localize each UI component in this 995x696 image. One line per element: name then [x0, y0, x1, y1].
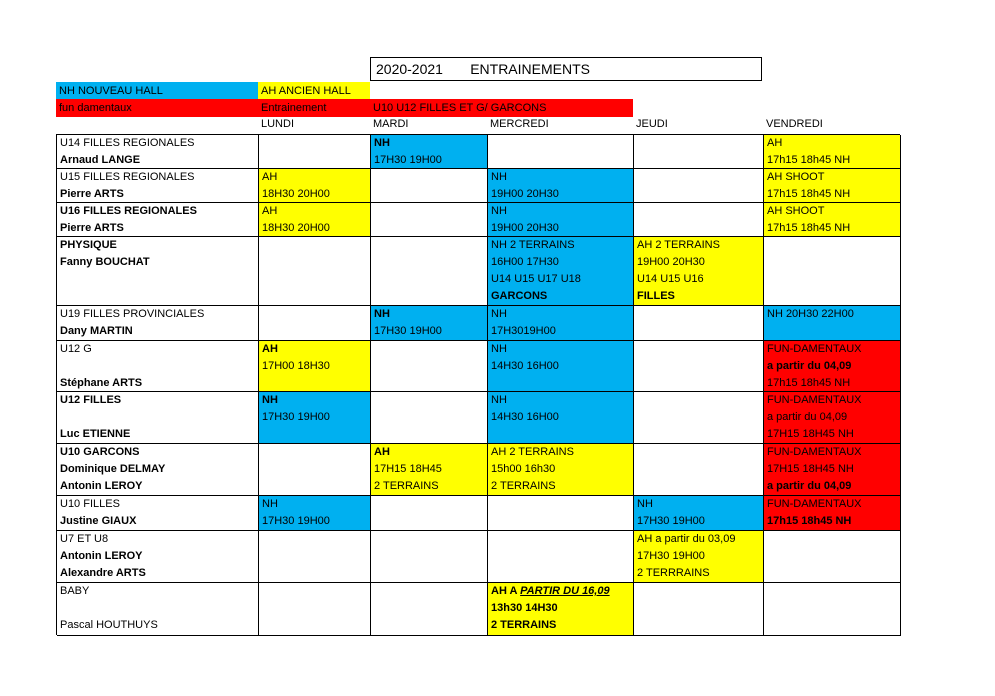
session-cell-vendredi [764, 237, 901, 306]
cell-line [60, 461, 165, 478]
cell-line [491, 186, 559, 203]
session-cell-lundi [259, 583, 371, 636]
cell-text: 17H30 19H00 [637, 515, 705, 527]
cell-line [491, 600, 558, 617]
team-cell [57, 496, 259, 531]
cell-line [767, 461, 854, 478]
cell-line [60, 531, 108, 548]
cell-line [60, 565, 146, 582]
session-cell-lundi [259, 392, 371, 444]
session-cell-mercredi [488, 135, 634, 169]
cell-text: AH [262, 343, 278, 355]
cell-text: AH A [491, 585, 521, 597]
cell-text: a partir du 04,09 [767, 360, 852, 372]
cell-text: AH [262, 205, 278, 217]
cell-line [767, 306, 854, 323]
session-cell-lundi [259, 237, 371, 306]
session-cell-mercredi [488, 392, 634, 444]
cell-line [262, 203, 277, 220]
cell-text: U10 FILLES [60, 498, 120, 510]
schedule-grid [56, 134, 900, 635]
cell-line [491, 409, 559, 426]
cell-text: 17h15 18h45 NH [767, 222, 851, 234]
cell-line [491, 237, 575, 254]
session-cell-jeudi [634, 531, 764, 583]
cell-line [262, 169, 277, 186]
cell-line [60, 169, 195, 186]
session-cell-mardi [371, 392, 488, 444]
cell-line [262, 186, 330, 203]
session-cell-lundi [259, 135, 371, 169]
cell-line [491, 478, 556, 495]
cell-line [60, 513, 136, 530]
cell-line [767, 444, 862, 461]
cell-text: Arnaud LANGE [60, 154, 141, 166]
cell-text: 17H30 19H00 [374, 325, 442, 337]
cell-text: NH [637, 498, 653, 510]
cell-text: U14 U15 U17 U18 [491, 273, 581, 285]
cell-text: FILLES [637, 290, 675, 302]
cell-text: Antonin LEROY [60, 480, 143, 492]
cell-line [491, 341, 507, 358]
cell-line [374, 323, 442, 340]
session-cell-jeudi [634, 237, 764, 306]
cell-text: 14H30 16H00 [491, 411, 559, 423]
cell-text: 2 TERRAINS [374, 480, 439, 492]
cell-line [262, 220, 330, 237]
cell-line [637, 288, 675, 305]
session-cell-jeudi [634, 496, 764, 531]
session-cell-mercredi [488, 237, 634, 306]
cell-line [374, 135, 390, 152]
cell-line [262, 513, 330, 530]
cell-text: Alexandre ARTS [60, 567, 146, 579]
cell-text: Stéphane ARTS [60, 377, 143, 389]
cell-line [60, 478, 143, 495]
cell-text: U14 U15 U16 [637, 273, 704, 285]
cell-text: AH a partir du 03,09 [637, 533, 736, 545]
cell-text: U10 GARCONS [60, 446, 140, 458]
cell-text: FUN-DAMENTAUX [767, 498, 862, 510]
day-header-jeudi: JEUDI [636, 118, 668, 130]
session-cell-jeudi [634, 135, 764, 169]
cell-line [60, 152, 140, 169]
cell-line [767, 135, 782, 152]
cell-line [60, 444, 139, 461]
cell-text: NH [491, 205, 507, 217]
session-cell-mardi [371, 237, 488, 306]
team-cell [57, 392, 259, 444]
cell-line [767, 426, 854, 443]
team-cell [57, 169, 259, 203]
cell-text: 17h15 18h45 NH [767, 515, 852, 527]
cell-text: U16 FILLES REGIONALES [60, 205, 197, 217]
cell-text: 17H15 18H45 NH [767, 428, 854, 440]
session-cell-lundi [259, 341, 371, 392]
session-cell-mercredi [488, 169, 634, 203]
cell-text: FUN-DAMENTAUX [767, 394, 862, 406]
session-cell-mercredi [488, 306, 634, 341]
session-cell-jeudi [634, 392, 764, 444]
legend-fun: fun damentaux [56, 99, 258, 117]
cell-line [60, 135, 195, 152]
session-cell-mardi [371, 169, 488, 203]
session-cell-vendredi [764, 169, 901, 203]
cell-text: U19 FILLES PROVINCIALES [60, 308, 205, 320]
cell-text: U12 G [60, 343, 92, 355]
session-cell-vendredi [764, 306, 901, 341]
day-header-mardi: MARDI [373, 118, 409, 130]
cell-line [262, 341, 278, 358]
cell-text: NH [262, 498, 278, 510]
cell-text: AH [262, 171, 278, 183]
cell-line [491, 220, 559, 237]
cell-line [60, 203, 197, 220]
cell-line [60, 392, 121, 409]
cell-text: NH 2 TERRAINS [491, 239, 575, 251]
cell-line [637, 496, 653, 513]
session-cell-mardi [371, 496, 488, 531]
title-season: 2020-2021 [376, 61, 443, 77]
cell-text-emphasis: PARTIR DU 16,09 [520, 585, 610, 597]
cell-line [767, 169, 824, 186]
session-cell-mardi [371, 341, 488, 392]
cell-text: 2 TERRAINS [491, 480, 556, 492]
cell-line [767, 220, 850, 237]
cell-line [374, 152, 442, 169]
session-cell-jeudi [634, 203, 764, 237]
team-cell [57, 444, 259, 496]
team-cell [57, 531, 259, 583]
session-cell-mercredi [488, 496, 634, 531]
session-cell-mercredi [488, 341, 634, 392]
cell-text: AH [374, 446, 390, 458]
cell-text: 2 TERRRAINS [637, 567, 710, 579]
cell-line [767, 496, 862, 513]
cell-text: 19H00 20H30 [491, 188, 559, 200]
session-cell-vendredi [764, 496, 901, 531]
team-cell [57, 237, 259, 306]
title-box [370, 57, 762, 81]
legend-ah: AH ANCIEN HALL [258, 82, 370, 100]
cell-text: AH 2 TERRAINS [637, 239, 720, 251]
cell-line [767, 358, 851, 375]
cell-text: NH [374, 137, 390, 149]
cell-line [767, 152, 850, 169]
day-header-vendredi: VENDREDI [766, 118, 823, 130]
cell-line [491, 271, 581, 288]
cell-line [60, 220, 124, 237]
cell-line [60, 426, 130, 443]
cell-text: 17h15 18h45 NH [767, 188, 851, 200]
session-cell-lundi [259, 531, 371, 583]
cell-text: NH [491, 343, 507, 355]
session-cell-jeudi [634, 306, 764, 341]
cell-text: U7 ET U8 [60, 533, 109, 545]
cell-line [491, 323, 556, 340]
cell-text: 13h30 14H30 [491, 602, 558, 614]
cell-text: U12 FILLES [60, 394, 122, 406]
day-header-mercredi: MERCREDI [490, 118, 549, 130]
cell-line [491, 617, 556, 634]
cell-text: Pierre ARTS [60, 188, 124, 200]
session-cell-jeudi [634, 169, 764, 203]
cell-text: NH [491, 394, 507, 406]
cell-line [767, 186, 850, 203]
cell-text: U15 FILLES REGIONALES [60, 171, 195, 183]
cell-line [491, 203, 507, 220]
cell-text: 17H15 18H45 NH [767, 463, 854, 475]
cell-text: 17H00 18H30 [262, 360, 330, 372]
cell-line [60, 375, 142, 392]
cell-line [60, 583, 89, 600]
session-cell-vendredi [764, 392, 901, 444]
cell-line [767, 513, 851, 530]
cell-line [767, 392, 862, 409]
cell-text: AH SHOOT [767, 171, 825, 183]
cell-line [60, 237, 117, 254]
cell-line [767, 409, 847, 426]
cell-line [491, 358, 559, 375]
cell-text: 18H30 20H00 [262, 188, 330, 200]
legend-nh: NH NOUVEAU HALL [56, 82, 258, 100]
cell-text: 17H30 19H00 [637, 550, 705, 562]
cell-text: NH [262, 394, 278, 406]
cell-line [491, 444, 574, 461]
cell-text: AH SHOOT [767, 205, 825, 217]
cell-text: 17H30 19H00 [262, 411, 330, 423]
legend-entrainement: Entrainement [258, 99, 370, 117]
cell-line [637, 254, 705, 271]
cell-line [491, 254, 559, 271]
cell-text: FUN-DAMENTAUX [767, 343, 862, 355]
team-cell [57, 306, 259, 341]
cell-text: Luc ETIENNE [60, 428, 131, 440]
session-cell-vendredi [764, 444, 901, 496]
team-cell [57, 203, 259, 237]
cell-line [262, 409, 330, 426]
cell-text: 17h15 18h45 NH [767, 154, 851, 166]
session-cell-jeudi [634, 444, 764, 496]
session-cell-mercredi [488, 583, 634, 636]
cell-line [60, 341, 92, 358]
cell-text: AH [767, 137, 783, 149]
cell-line [637, 531, 735, 548]
cell-line [491, 392, 507, 409]
cell-text: Fanny BOUCHAT [60, 256, 150, 268]
cell-line [60, 186, 124, 203]
cell-line [491, 288, 547, 305]
session-cell-lundi [259, 496, 371, 531]
cell-line [491, 169, 507, 186]
cell-text: NH [374, 308, 390, 320]
cell-line [767, 341, 862, 358]
cell-line [60, 617, 158, 634]
session-cell-vendredi [764, 531, 901, 583]
cell-text: BABY [60, 585, 90, 597]
session-cell-lundi [259, 306, 371, 341]
day-header-lundi: LUNDI [261, 118, 295, 130]
session-cell-mardi [371, 306, 488, 341]
cell-line [767, 478, 851, 495]
session-cell-lundi [259, 203, 371, 237]
cell-line [637, 513, 705, 530]
cell-text: 17H3019H00 [491, 325, 556, 337]
cell-text: a partir du 04,09 [767, 411, 848, 423]
cell-text: 17H30 19H00 [374, 154, 442, 166]
cell-line [262, 358, 330, 375]
session-cell-mercredi [488, 203, 634, 237]
session-cell-vendredi [764, 135, 901, 169]
session-cell-mardi [371, 135, 488, 169]
cell-line [637, 565, 710, 582]
title-label: ENTRAINEMENTS [470, 61, 590, 77]
cell-text: a partir du 04,09 [767, 480, 852, 492]
cell-text: 19H00 20H30 [491, 222, 559, 234]
cell-text: 17H30 19H00 [262, 515, 330, 527]
cell-line [60, 496, 120, 513]
team-cell [57, 135, 259, 169]
cell-text: NH [491, 171, 507, 183]
session-cell-mardi [371, 203, 488, 237]
cell-text: NH [491, 308, 507, 320]
session-cell-jeudi [634, 341, 764, 392]
team-cell [57, 341, 259, 392]
session-cell-mercredi [488, 531, 634, 583]
session-cell-jeudi [634, 583, 764, 636]
cell-text: GARCONS [491, 290, 548, 302]
session-cell-mardi [371, 444, 488, 496]
cell-text: NH 20H30 22H00 [767, 308, 854, 320]
cell-text: 18H30 20H00 [262, 222, 330, 234]
cell-line [60, 306, 204, 323]
cell-text: 15h00 16h30 [491, 463, 556, 475]
cell-line [374, 461, 442, 478]
cell-text: AH 2 TERRAINS [491, 446, 574, 458]
cell-text: 16H00 17H30 [491, 256, 559, 268]
cell-line [767, 375, 850, 392]
cell-line [374, 444, 390, 461]
cell-line [491, 583, 610, 600]
cell-line [60, 323, 133, 340]
session-cell-vendredi [764, 583, 901, 636]
cell-text: Justine GIAUX [60, 515, 137, 527]
cell-text: PHYSIQUE [60, 239, 117, 251]
cell-line [374, 478, 439, 495]
cell-text: Pierre ARTS [60, 222, 124, 234]
session-cell-mercredi [488, 444, 634, 496]
cell-text: 17H15 18H45 [374, 463, 442, 475]
cell-text: Pascal HOUTHUYS [60, 619, 158, 631]
cell-text: U14 FILLES REGIONALES [60, 137, 195, 149]
cell-line [60, 548, 143, 565]
cell-text: FUN-DAMENTAUX [767, 446, 862, 458]
cell-line [637, 548, 705, 565]
cell-line [60, 254, 150, 271]
session-cell-mardi [371, 531, 488, 583]
session-cell-lundi [259, 169, 371, 203]
cell-text: 19H00 20H30 [637, 256, 705, 268]
cell-text: Dany MARTIN [60, 325, 133, 337]
cell-line [637, 237, 720, 254]
cell-line [637, 271, 704, 288]
team-cell [57, 583, 259, 636]
cell-text: 2 TERRAINS [491, 619, 557, 631]
cell-text: Dominique DELMAY [60, 463, 166, 475]
session-cell-vendredi [764, 341, 901, 392]
cell-line [262, 496, 278, 513]
session-cell-lundi [259, 444, 371, 496]
cell-line [374, 306, 390, 323]
cell-text: 14H30 16H00 [491, 360, 559, 372]
cell-text: 17h15 18h45 NH [767, 377, 851, 389]
cell-line [767, 203, 824, 220]
cell-line [262, 392, 278, 409]
session-cell-vendredi [764, 203, 901, 237]
cell-text: Antonin LEROY [60, 550, 143, 562]
cell-line [491, 306, 507, 323]
session-cell-mardi [371, 583, 488, 636]
cell-line [491, 461, 555, 478]
legend-u10-u12: U10 U12 FILLES ET G/ GARCONS [370, 99, 633, 117]
